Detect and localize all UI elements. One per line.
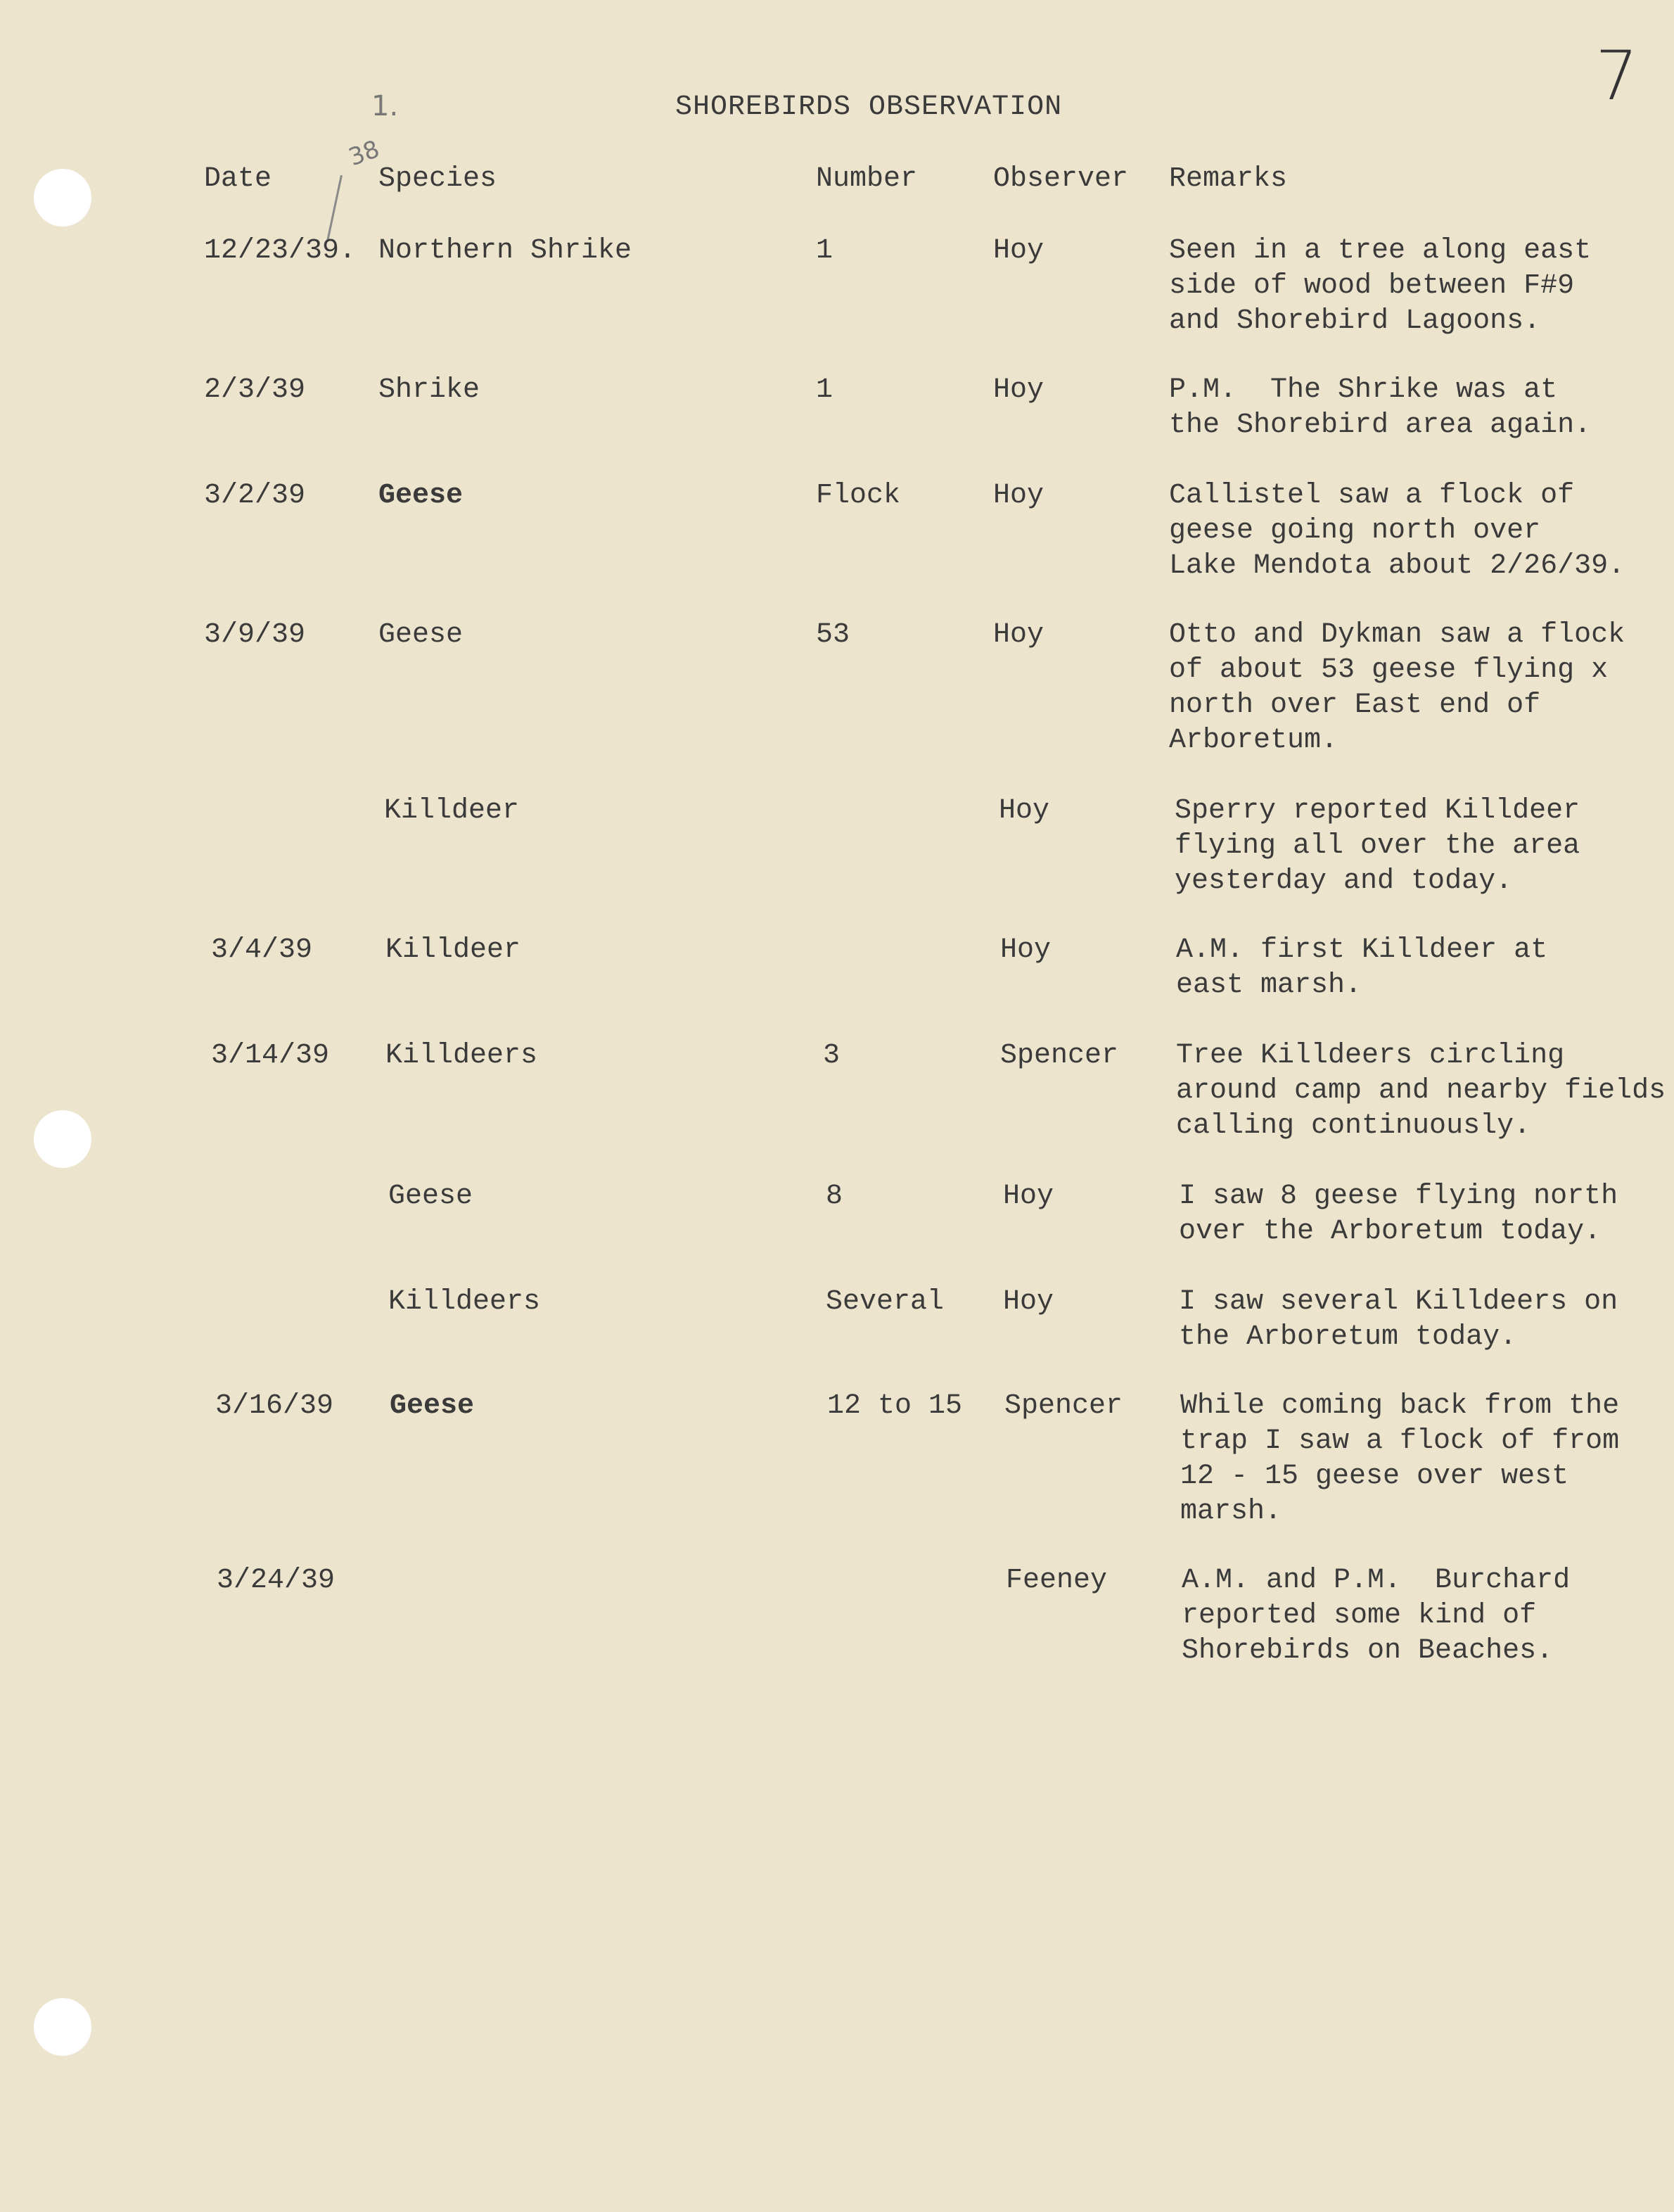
remark-line: I saw 8 geese flying north bbox=[1179, 1181, 1618, 1212]
remark-line: marsh. bbox=[1180, 1496, 1282, 1527]
pencil-mark: 38 bbox=[345, 134, 383, 172]
row-observer: Hoy bbox=[993, 374, 1044, 406]
row-observer: Hoy bbox=[993, 235, 1044, 267]
row-species: Northern Shrike bbox=[378, 235, 632, 267]
document-title: SHOREBIRDS OBSERVATION bbox=[675, 91, 1063, 123]
row-species: Geese bbox=[388, 1181, 473, 1212]
punch-hole bbox=[34, 169, 91, 227]
remark-line: flying all over the area bbox=[1175, 830, 1580, 862]
row-remarks bbox=[1182, 1563, 1570, 1669]
remark-line: the Shorebird area again. bbox=[1169, 409, 1592, 441]
remark-line: yesterday and today. bbox=[1175, 865, 1513, 897]
row-remarks bbox=[1179, 1285, 1618, 1355]
row-remarks bbox=[1176, 933, 1547, 1003]
remark-line: P.M. The Shrike was at bbox=[1169, 374, 1558, 406]
row-observer: Hoy bbox=[1000, 934, 1052, 966]
row-observer: Hoy bbox=[1003, 1181, 1054, 1212]
remark-line: east marsh. bbox=[1176, 970, 1362, 1001]
remark-line: A.M. and P.M. Burchard bbox=[1182, 1565, 1571, 1596]
remark-line: trap I saw a flock of from bbox=[1180, 1425, 1620, 1457]
row-number: 1 bbox=[816, 235, 833, 267]
remark-line: I saw several Killdeers on bbox=[1179, 1286, 1618, 1318]
row-species: Killdeers bbox=[388, 1286, 541, 1318]
row-remarks bbox=[1169, 478, 1625, 584]
remark-line: Shorebirds on Beaches. bbox=[1182, 1635, 1554, 1667]
remark-line: geese going north over bbox=[1169, 515, 1541, 547]
row-date: 3/4/39 bbox=[211, 934, 313, 966]
row-species: Killdeers bbox=[385, 1040, 538, 1072]
row-observer: Hoy bbox=[993, 480, 1044, 511]
row-date: 3/14/39 bbox=[211, 1040, 330, 1072]
header-date: Date bbox=[204, 163, 272, 195]
header-species: Species bbox=[378, 163, 497, 195]
row-species: Killdeer bbox=[385, 934, 521, 966]
row-number: 3 bbox=[823, 1040, 841, 1072]
row-number: 53 bbox=[816, 619, 850, 651]
remark-line: around camp and nearby fields bbox=[1176, 1075, 1666, 1107]
remark-line: Otto and Dykman saw a flock bbox=[1169, 619, 1625, 651]
row-species: Shrike bbox=[378, 374, 480, 406]
row-remarks bbox=[1169, 618, 1625, 758]
remark-line: reported some kind of bbox=[1182, 1600, 1537, 1632]
row-remarks bbox=[1176, 1038, 1666, 1144]
punch-hole bbox=[34, 1998, 91, 2056]
header-remarks: Remarks bbox=[1169, 163, 1288, 195]
row-observer: Hoy bbox=[999, 795, 1050, 827]
row-number: Several bbox=[826, 1286, 945, 1318]
row-remarks bbox=[1169, 373, 1591, 443]
remark-line: While coming back from the bbox=[1180, 1390, 1620, 1422]
remark-line: over the Arboretum today. bbox=[1179, 1216, 1602, 1247]
header-number: Number bbox=[816, 163, 918, 195]
punch-hole bbox=[34, 1110, 91, 1168]
remark-line: A.M. first Killdeer at bbox=[1176, 934, 1548, 966]
remark-line: Callistel saw a flock of bbox=[1169, 480, 1575, 511]
page-number: 7 bbox=[1595, 37, 1639, 115]
row-observer: Spencer bbox=[1000, 1040, 1119, 1072]
row-remarks bbox=[1179, 1179, 1618, 1250]
row-date: 3/16/39 bbox=[215, 1390, 334, 1422]
row-observer: Hoy bbox=[1003, 1286, 1054, 1318]
remark-line: north over East end of bbox=[1169, 689, 1541, 721]
row-number: 8 bbox=[826, 1181, 843, 1212]
row-species: Geese bbox=[390, 1390, 475, 1422]
row-remarks bbox=[1175, 794, 1580, 899]
remark-line: 12 - 15 geese over west bbox=[1180, 1461, 1569, 1492]
row-remarks bbox=[1180, 1389, 1619, 1530]
header-observer: Observer bbox=[993, 163, 1129, 195]
row-date: 3/24/39 bbox=[217, 1565, 336, 1596]
remark-line: calling continuously. bbox=[1176, 1110, 1531, 1142]
remark-line: of about 53 geese flying x bbox=[1169, 654, 1609, 686]
remark-line: the Arboretum today. bbox=[1179, 1321, 1517, 1353]
remark-line: Arboretum. bbox=[1169, 725, 1338, 756]
row-species: Geese bbox=[378, 619, 464, 651]
row-observer: Hoy bbox=[993, 619, 1044, 651]
row-number: 12 to 15 bbox=[827, 1390, 963, 1422]
row-observer: Feeney bbox=[1006, 1565, 1108, 1596]
row-observer: Spencer bbox=[1004, 1390, 1123, 1422]
remark-line: Lake Mendota about 2/26/39. bbox=[1169, 550, 1625, 582]
row-date: 12/23/39. bbox=[204, 235, 357, 267]
remark-line: Seen in a tree along east bbox=[1169, 235, 1592, 267]
row-number: 1 bbox=[816, 374, 833, 406]
row-date: 2/3/39 bbox=[204, 374, 306, 406]
pencil-stroke bbox=[326, 175, 343, 242]
row-number: Flock bbox=[816, 480, 901, 511]
remark-line: Sperry reported Killdeer bbox=[1175, 795, 1580, 827]
remark-line: side of wood between F#9 bbox=[1169, 270, 1575, 302]
pencil-mark: 1. bbox=[371, 90, 399, 122]
row-date: 3/9/39 bbox=[204, 619, 306, 651]
row-species: Geese bbox=[378, 480, 464, 511]
row-date: 3/2/39 bbox=[204, 480, 306, 511]
row-remarks bbox=[1169, 234, 1591, 339]
remark-line: and Shorebird Lagoons. bbox=[1169, 305, 1541, 337]
row-species: Killdeer bbox=[384, 795, 520, 827]
remark-line: Tree Killdeers circling bbox=[1176, 1040, 1565, 1072]
